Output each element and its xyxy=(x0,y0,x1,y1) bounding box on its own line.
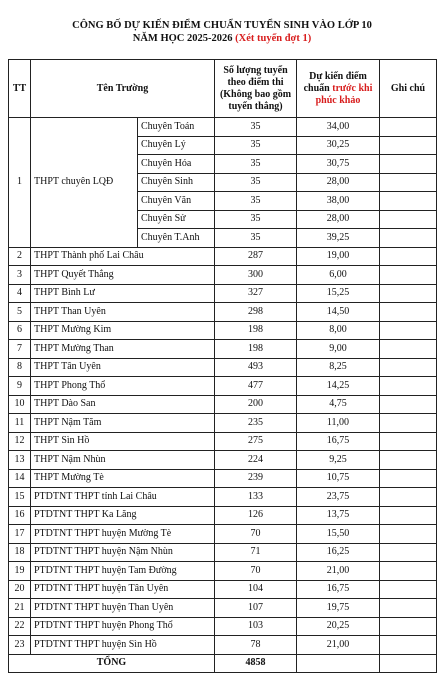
score-value: 21,00 xyxy=(297,562,380,581)
school-name: PTDTNT THPT huyện Tam Đường xyxy=(31,562,215,581)
score-value: 8,25 xyxy=(297,358,380,377)
score-value: 39,25 xyxy=(297,229,380,248)
row-tt: 11 xyxy=(9,414,31,433)
note-cell xyxy=(380,414,437,433)
score-value: 16,75 xyxy=(297,432,380,451)
score-value: 34,00 xyxy=(297,118,380,137)
table-row xyxy=(9,636,437,655)
school-name: THPT Mường Tè xyxy=(31,469,215,488)
quota-value: 70 xyxy=(215,525,297,544)
school-name: THPT Thành phố Lai Châu xyxy=(31,247,215,266)
school-name: THPT Mường Than xyxy=(31,340,215,359)
quota-value: 71 xyxy=(215,543,297,562)
school-name: PTDTNT THPT tỉnh Lai Châu xyxy=(31,488,215,507)
quota-value: 477 xyxy=(215,377,297,396)
table-row xyxy=(9,432,437,451)
score-value: 20,25 xyxy=(297,617,380,636)
admission-score-table xyxy=(8,59,437,673)
score-value: 6,00 xyxy=(297,266,380,285)
round-label: (Xét tuyển đợt 1) xyxy=(235,33,312,44)
row-tt: 5 xyxy=(9,303,31,322)
quota-value: 35 xyxy=(215,118,297,137)
score-value: 14,50 xyxy=(297,303,380,322)
note-cell xyxy=(380,617,437,636)
note-cell xyxy=(380,469,437,488)
table-row xyxy=(9,543,437,562)
school-name: PTDTNT THPT huyện Phong Thổ xyxy=(31,617,215,636)
header-score-note: trước khi phúc khảo xyxy=(315,82,373,106)
page-title: CÔNG BỐ DỰ KIẾN ĐIỂM CHUẨN TUYỂN SINH VÀO LỚP 10 xyxy=(72,20,372,31)
quota-value: 35 xyxy=(215,210,297,229)
quota-value: 35 xyxy=(215,155,297,174)
note-cell xyxy=(380,377,437,396)
score-value: 19,00 xyxy=(297,247,380,266)
table-row xyxy=(9,284,437,303)
score-value: 16,25 xyxy=(297,543,380,562)
total-score-cell xyxy=(297,654,380,673)
quota-value: 104 xyxy=(215,580,297,599)
total-label: TỔNG xyxy=(9,654,215,673)
note-cell xyxy=(380,229,437,248)
note-cell xyxy=(380,321,437,340)
note-cell xyxy=(380,636,437,655)
quota-value: 298 xyxy=(215,303,297,322)
score-value: 9,00 xyxy=(297,340,380,359)
quota-value: 287 xyxy=(215,247,297,266)
table-row xyxy=(9,118,437,137)
header-note: Ghi chú xyxy=(380,60,437,118)
table-row xyxy=(9,488,437,507)
quota-value: 133 xyxy=(215,488,297,507)
note-cell xyxy=(380,340,437,359)
score-value: 28,00 xyxy=(297,173,380,192)
table-header-row xyxy=(9,60,437,118)
score-value: 14,25 xyxy=(297,377,380,396)
quota-value: 35 xyxy=(215,229,297,248)
row-tt: 16 xyxy=(9,506,31,525)
school-name: THPT Mường Kim xyxy=(31,321,215,340)
school-name: PTDTNT THPT huyện Tân Uyên xyxy=(31,580,215,599)
school-name: PTDTNT THPT huyện Sìn Hồ xyxy=(31,636,215,655)
score-value: 8,00 xyxy=(297,321,380,340)
row-tt: 20 xyxy=(9,580,31,599)
score-value: 15,25 xyxy=(297,284,380,303)
specialized-subject: Chuyên Sử xyxy=(138,210,215,229)
row-tt: 22 xyxy=(9,617,31,636)
note-cell xyxy=(380,580,437,599)
total-row xyxy=(9,654,437,673)
note-cell xyxy=(380,451,437,470)
quota-value: 275 xyxy=(215,432,297,451)
table-row xyxy=(9,303,437,322)
quota-value: 300 xyxy=(215,266,297,285)
row-tt: 2 xyxy=(9,247,31,266)
score-value: 19,75 xyxy=(297,599,380,618)
row-tt: 8 xyxy=(9,358,31,377)
table-row xyxy=(9,451,437,470)
note-cell xyxy=(380,488,437,507)
total-quota: 4858 xyxy=(215,654,297,673)
quota-value: 198 xyxy=(215,340,297,359)
school-name: THPT chuyên LQĐ xyxy=(31,118,138,248)
quota-value: 35 xyxy=(215,173,297,192)
table-row xyxy=(9,469,437,488)
school-name: PTDTNT THPT huyện Nậm Nhùn xyxy=(31,543,215,562)
note-cell xyxy=(380,192,437,211)
note-cell xyxy=(380,506,437,525)
score-value: 23,75 xyxy=(297,488,380,507)
quota-value: 70 xyxy=(215,562,297,581)
specialized-subject: Chuyên Hóa xyxy=(138,155,215,174)
score-value: 30,25 xyxy=(297,136,380,155)
school-name: PTDTNT THPT huyện Than Uyên xyxy=(31,599,215,618)
table-row xyxy=(9,358,437,377)
note-cell xyxy=(380,173,437,192)
header-score-main: Dự kiến điểm chuẩn xyxy=(303,70,367,94)
quota-value: 35 xyxy=(215,136,297,155)
row-tt: 18 xyxy=(9,543,31,562)
header-school: Tên Trường xyxy=(31,60,215,118)
score-value: 38,00 xyxy=(297,192,380,211)
school-name: THPT Nậm Nhùn xyxy=(31,451,215,470)
score-value: 15,50 xyxy=(297,525,380,544)
table-row xyxy=(9,580,437,599)
school-name: PTDTNT THPT huyện Mường Tè xyxy=(31,525,215,544)
row-tt: 9 xyxy=(9,377,31,396)
specialized-subject: Chuyên T.Anh xyxy=(138,229,215,248)
quota-value: 239 xyxy=(215,469,297,488)
score-value: 30,75 xyxy=(297,155,380,174)
school-name: THPT Than Uyên xyxy=(31,303,215,322)
total-note-cell xyxy=(380,654,437,673)
note-cell xyxy=(380,210,437,229)
row-tt: 12 xyxy=(9,432,31,451)
note-cell xyxy=(380,525,437,544)
quota-value: 78 xyxy=(215,636,297,655)
note-cell xyxy=(380,247,437,266)
note-cell xyxy=(380,599,437,618)
score-value: 13,75 xyxy=(297,506,380,525)
score-value: 11,00 xyxy=(297,414,380,433)
score-value: 9,25 xyxy=(297,451,380,470)
school-name: THPT Sìn Hồ xyxy=(31,432,215,451)
note-cell xyxy=(380,266,437,285)
note-cell xyxy=(380,543,437,562)
note-cell xyxy=(380,136,437,155)
school-year: NĂM HỌC 2025-2026 xyxy=(132,33,233,44)
row-tt: 21 xyxy=(9,599,31,618)
school-name: PTDTNT THPT Ka Lăng xyxy=(31,506,215,525)
school-name: THPT Tân Uyên xyxy=(31,358,215,377)
score-value: 16,75 xyxy=(297,580,380,599)
quota-value: 103 xyxy=(215,617,297,636)
note-cell xyxy=(380,303,437,322)
quota-value: 235 xyxy=(215,414,297,433)
score-value: 4,75 xyxy=(297,395,380,414)
table-row xyxy=(9,266,437,285)
school-name: THPT Phong Thổ xyxy=(31,377,215,396)
school-name: THPT Bình Lư xyxy=(31,284,215,303)
table-row xyxy=(9,599,437,618)
row-tt: 7 xyxy=(9,340,31,359)
quota-value: 493 xyxy=(215,358,297,377)
table-row xyxy=(9,395,437,414)
quota-value: 126 xyxy=(215,506,297,525)
note-cell xyxy=(380,395,437,414)
table-row xyxy=(9,506,437,525)
quota-value: 200 xyxy=(215,395,297,414)
score-value: 21,00 xyxy=(297,636,380,655)
note-cell xyxy=(380,562,437,581)
score-value: 28,00 xyxy=(297,210,380,229)
header-tt: TT xyxy=(9,60,31,118)
note-cell xyxy=(380,284,437,303)
table-row xyxy=(9,377,437,396)
table-row xyxy=(9,247,437,266)
header-quota: Số lượng tuyển theo điểm thi (Không bao gồm tuyển thẳng) xyxy=(215,60,297,118)
row-tt: 10 xyxy=(9,395,31,414)
page-subtitle xyxy=(0,32,444,45)
specialized-subject: Chuyên Toán xyxy=(138,118,215,137)
specialized-subject: Chuyên Lý xyxy=(138,136,215,155)
row-tt: 13 xyxy=(9,451,31,470)
table-row xyxy=(9,617,437,636)
row-tt: 4 xyxy=(9,284,31,303)
quota-value: 224 xyxy=(215,451,297,470)
school-name: THPT Dào San xyxy=(31,395,215,414)
table-row xyxy=(9,321,437,340)
table-row xyxy=(9,562,437,581)
row-tt: 17 xyxy=(9,525,31,544)
quota-value: 107 xyxy=(215,599,297,618)
quota-value: 35 xyxy=(215,192,297,211)
row-tt: 14 xyxy=(9,469,31,488)
score-value: 10,75 xyxy=(297,469,380,488)
table-row xyxy=(9,414,437,433)
specialized-subject: Chuyên Văn xyxy=(138,192,215,211)
specialized-subject: Chuyên Sinh xyxy=(138,173,215,192)
table-row xyxy=(9,525,437,544)
row-tt: 15 xyxy=(9,488,31,507)
school-name: THPT Quyết Thắng xyxy=(31,266,215,285)
row-tt: 19 xyxy=(9,562,31,581)
note-cell xyxy=(380,432,437,451)
school-name: THPT Nậm Tăm xyxy=(31,414,215,433)
note-cell xyxy=(380,358,437,377)
row-tt: 23 xyxy=(9,636,31,655)
quota-value: 198 xyxy=(215,321,297,340)
row-tt: 1 xyxy=(9,118,31,248)
quota-value: 327 xyxy=(215,284,297,303)
row-tt: 3 xyxy=(9,266,31,285)
row-tt: 6 xyxy=(9,321,31,340)
note-cell xyxy=(380,155,437,174)
table-row xyxy=(9,340,437,359)
note-cell xyxy=(380,118,437,137)
header-score xyxy=(297,60,380,118)
